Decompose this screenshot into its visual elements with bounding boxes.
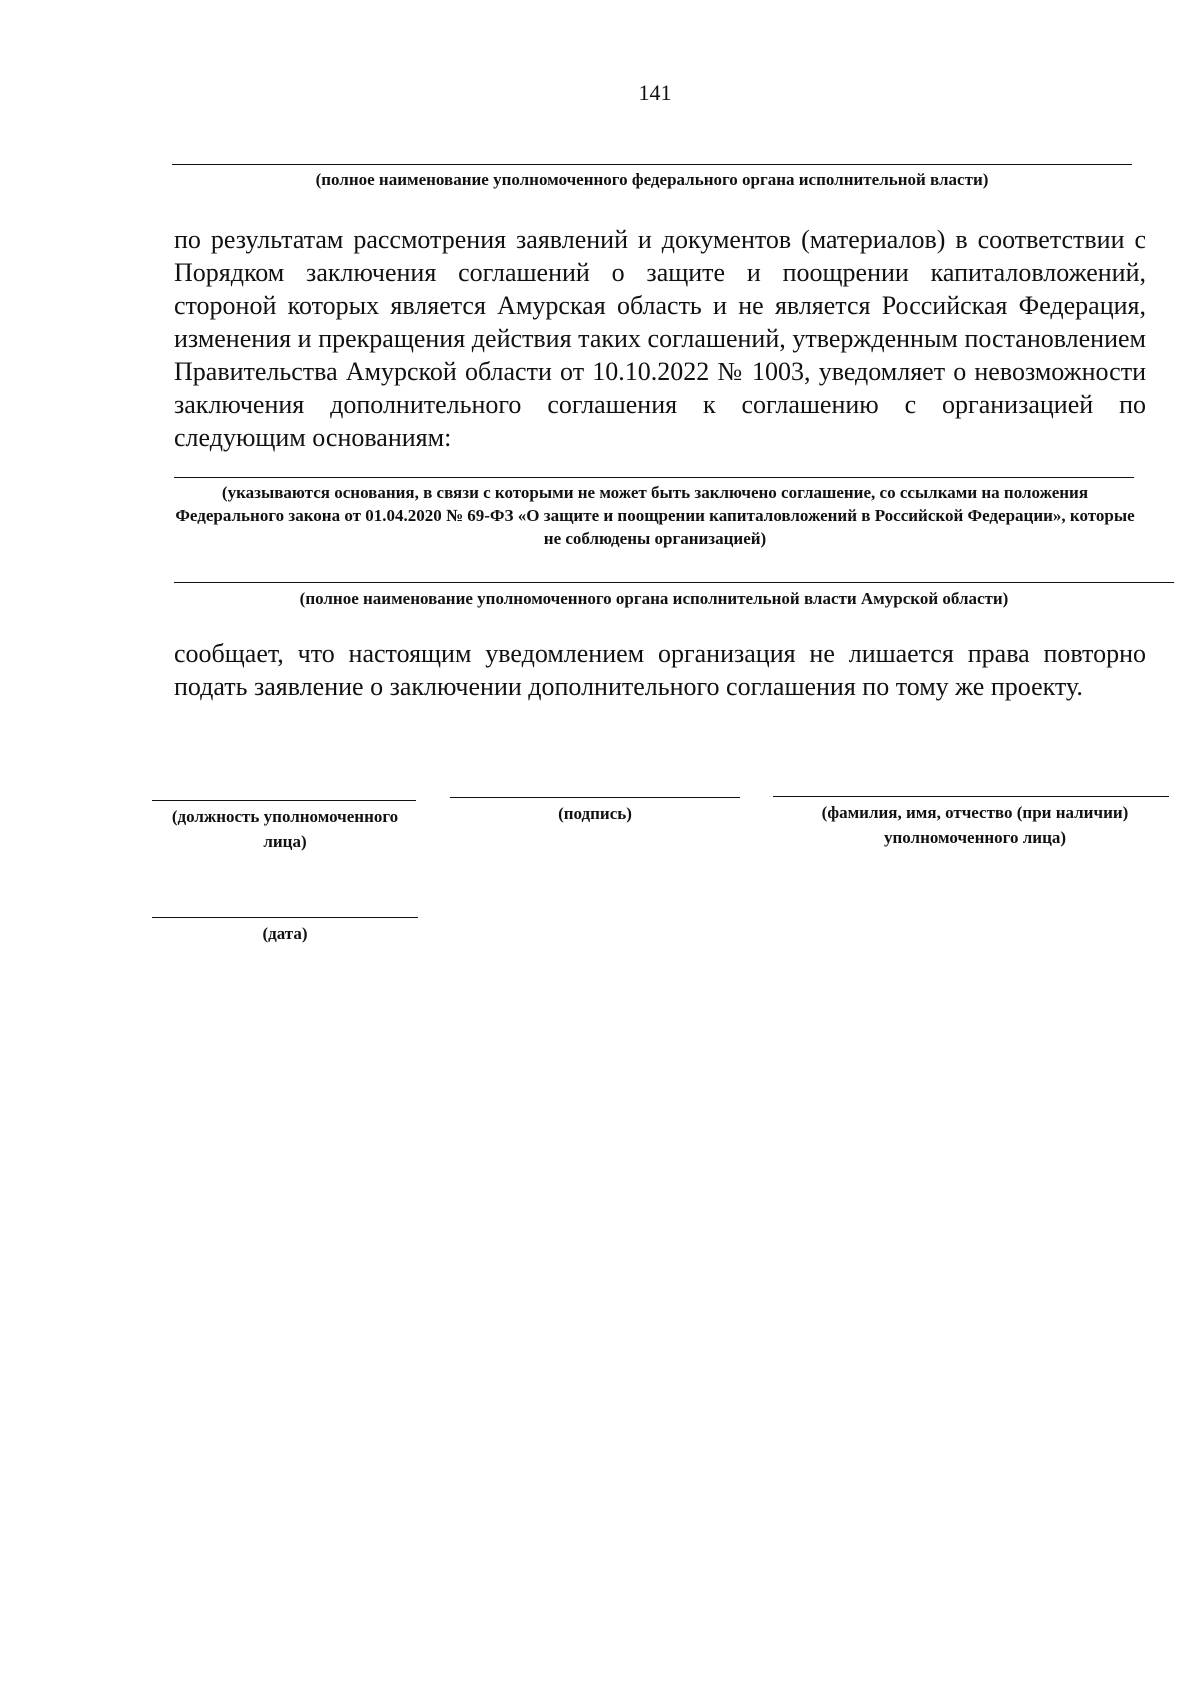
page-number: 141 [638,80,672,105]
date-caption: (дата) [262,924,308,943]
signature-caption: (подпись) [558,804,632,823]
signature-blank-line [450,797,740,798]
federal-body-blank-line [172,164,1132,165]
regional-body-caption: (полное наименование уполномоченного органа исполнительной власти Амурской области) [299,589,1009,608]
position-caption: (должность уполномоченного лица) [171,807,399,851]
regional-body-blank-line [174,582,1174,583]
federal-body-caption: (полное наименование уполномоченного федерального органа исполнительной власти) [315,170,989,189]
name-blank-line [773,796,1169,797]
grounds-caption: (указываются основания, в связи с которыми не может быть заключено соглашение, со ссылками на положения Федерального закона от 01.04.2020 № 69-ФЗ «О защите и поощрении капиталовложений в Российской Федерации», которые не соблюдены организацией) [175,483,1135,548]
date-blank-line [152,917,418,918]
grounds-blank-line [174,477,1134,478]
second-paragraph: сообщает, что настоящим уведомлением организация не лишается права повторно подать заявление о заключении дополнительного соглашения по тому же проекту. [174,639,1146,701]
name-caption: (фамилия, имя, отчество (при наличии) уполномоченного лица) [821,803,1129,847]
main-paragraph: по результатам рассмотрения заявлений и документов (материалов) в соответствии с Порядком заключения соглашений о защите и поощрении капиталовложений, стороной которых является Амурская область и не является Российская Федерация, изменения и прекращения действия таких соглашений, утвержденным постановлением Правительства Амурской области от 10.10.2022 № 1003, уведомляет о невозможности заключения дополнительного соглашения к соглашению с организацией по следующим основаниям: [174,225,1146,452]
position-blank-line [152,800,416,801]
